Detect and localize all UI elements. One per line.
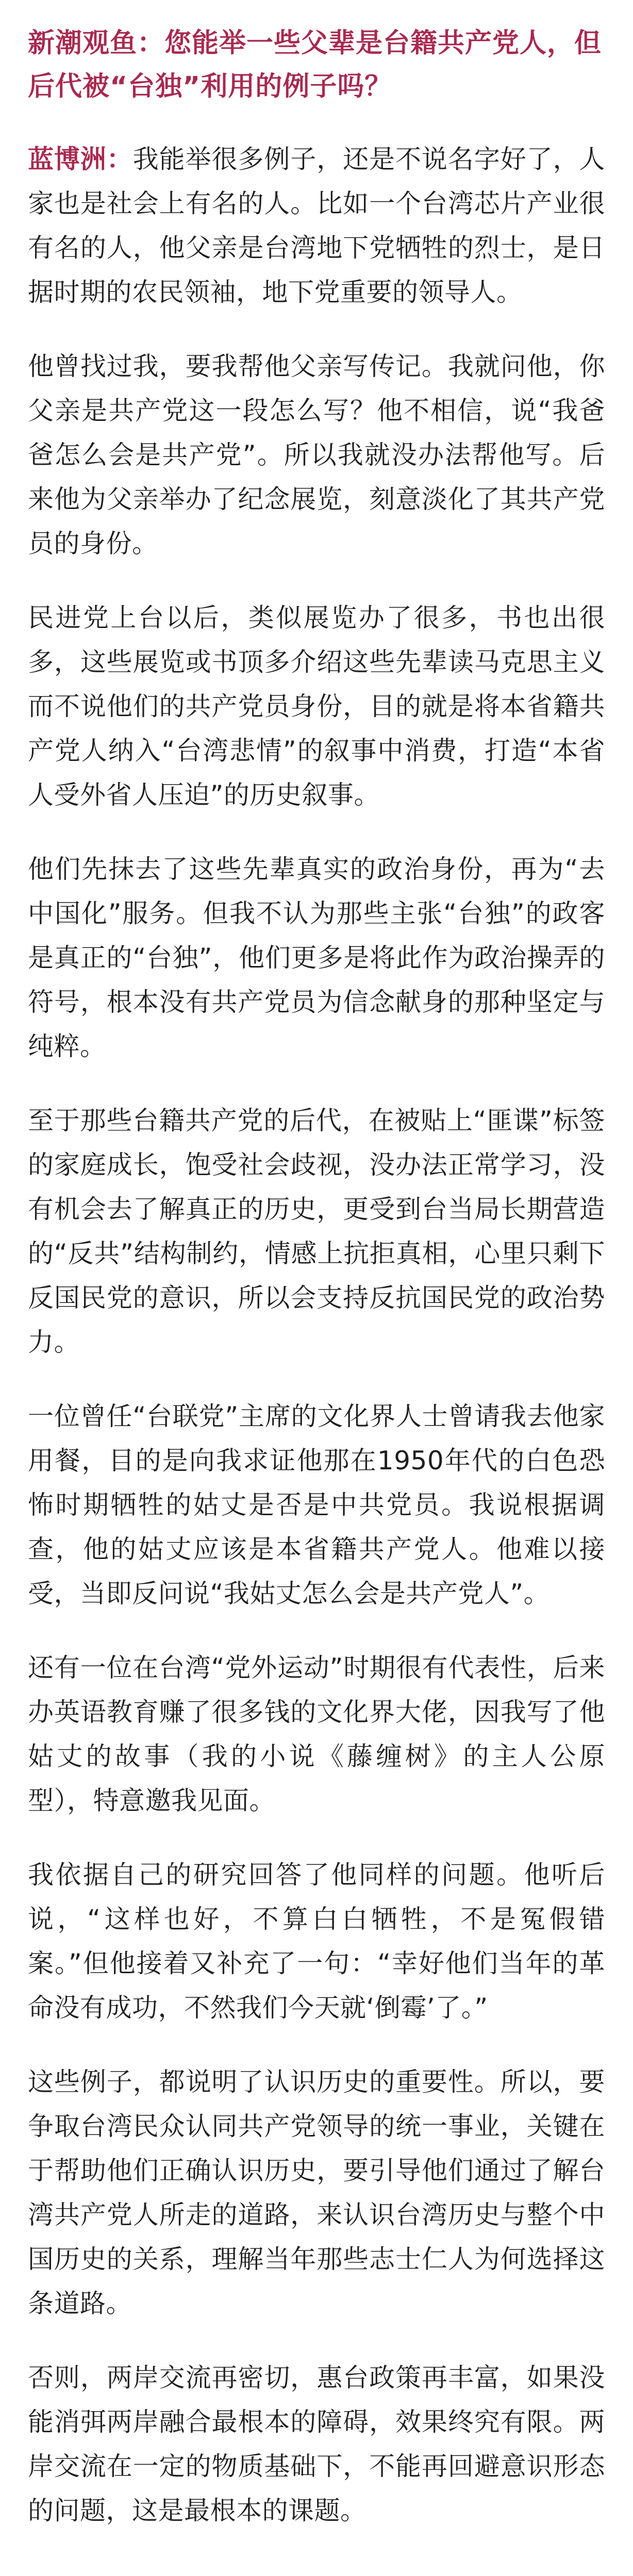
answer-text: 我能举很多例子，还是不说名字好了，人家也是社会上有名的人。比如一个台湾芯片产业很有名的人，他父亲是台湾地下党牺牲的烈士，是日据时期的农民领袖，地下党重要的领导人。 xyxy=(28,144,606,307)
question-heading: 新潮观鱼：您能举一些父辈是台籍共产党人，但后代被“台独”利用的例子吗？ xyxy=(28,28,602,102)
paragraph-10: 否则，两岸交流再密切，惠台政策再丰富，如果没能消弭两岸融合最根本的障碍，效果终究有限。两岸交流在一定的物质基础下，不能再回避意识形态的问题，这是最根本的课题。 xyxy=(28,2363,605,2526)
paragraph-8: 我依据自己的研究回答了他同样的问题。他听后说，“这样也好，不算白白牺牲，不是冤假错案。”但他接着又补充了一句：“幸好他们当年的革命没有成功，不然我们今天就‘倒霉’了。” xyxy=(28,1860,605,2023)
paragraph-5: 至于那些台籍共产党的后代，在被贴上“匪谍”标签的家庭成长，饱受社会歧视，没办法正常学习，没有机会去了解真正的历史，更受到台当局长期营造的“反共”结构制约，情感上抗拒真相，心里只剩下反国民党的意识，所以会支持反抗国民党的政治势力。 xyxy=(28,1106,605,1357)
article xyxy=(28,22,605,2533)
paragraph-3: 民进党上台以后，类似展览办了很多，书也出很多，这些展览或书顶多介绍这些先辈读马克思主义而不说他们的共产党员身份，目的就是将本省籍共产党人纳入“台湾悲情”的叙事中消费，打造“本省人受外省人压迫”的历史叙事。 xyxy=(28,603,605,810)
speaker-label: 蓝博洲： xyxy=(28,144,133,174)
paragraph-2: 他曾找过我，要我帮他父亲写传记。我就问他，你父亲是共产党这一段怎么写？他不相信，说“我爸爸怎么会是共产党”。所以我就没办法帮他写。后来他为父亲举办了纪念展览，刻意淡化了其共产党员的身份。 xyxy=(28,351,605,558)
paragraph-6: 一位曾任“台联党”主席的文化界人士曾请我去他家用餐，目的是向我求证他那在1950年代的白色恐怖时期牺牲的姑丈是否是中共党员。我说根据调查，他的姑丈应该是本省籍共产党人。他难以接受，当即反问说“我姑丈怎么会是共产党人”。 xyxy=(28,1401,605,1608)
paragraph-4: 他们先抹去了这些先辈真实的政治身份，再为“去中国化”服务。但我不认为那些主张“台独”的政客是真正的“台独”，他们更多是将此作为政治操弄的符号，根本没有共产党员为信念献身的那种坚定与纯粹。 xyxy=(28,854,605,1061)
answer-paragraph-1 xyxy=(28,137,605,314)
paragraph-7: 还有一位在台湾“党外运动”时期很有代表性，后来办英语教育赚了很多钱的文化界大佬，因我写了他姑丈的故事（我的小说《藤缠树》的主人公原型），特意邀我见面。 xyxy=(28,1653,605,1816)
paragraph-9: 这些例子，都说明了认识历史的重要性。所以，要争取台湾民众认同共产党领导的统一事业，关键在于帮助他们正确认识历史，要引导他们通过了解台湾共产党人所走的道路，来认识台湾历史与整个中国历史的关系，理解当年那些志士仁人为何选择这条道路。 xyxy=(28,2067,605,2318)
